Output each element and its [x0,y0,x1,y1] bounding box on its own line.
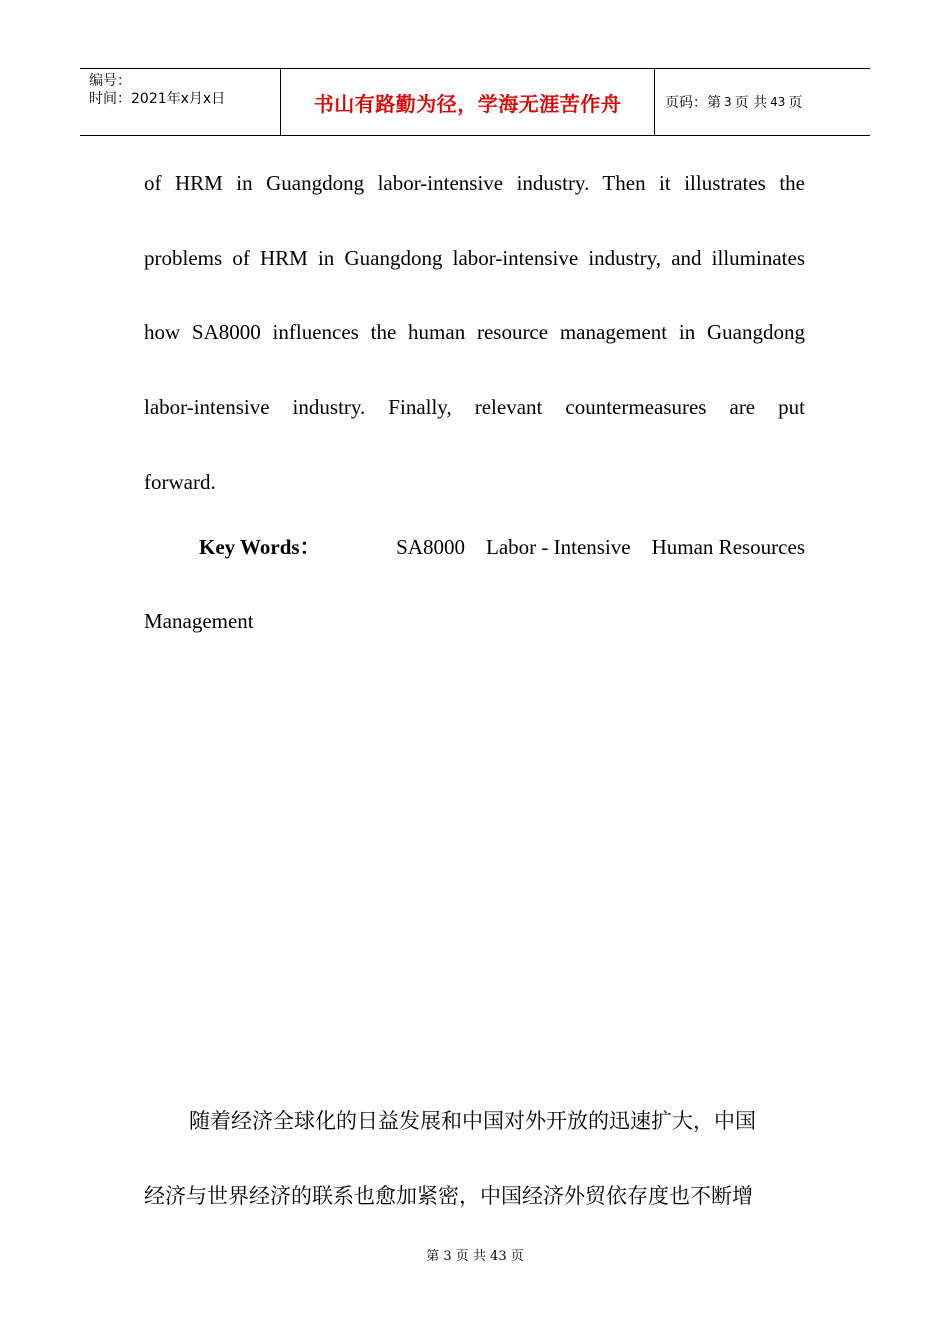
header-page-info [655,69,870,135]
keywords-line-1 [144,510,805,584]
header-motto-cell [281,69,655,135]
abstract-line: forward. [144,469,216,494]
chinese-line-1: 随着经济全球化的日益发展和中国对外开放的迅速扩大，中国 [189,1109,756,1133]
keywords [144,510,805,658]
keywords-label: Key Words： [199,535,321,559]
chinese-paragraph [144,1084,805,1234]
page-suffix: 页 [788,95,803,111]
abstract-line: labor-intensive industry. Finally, relevant countermeasures are put [144,395,805,420]
chinese-line-2: 经济与世界经济的联系也愈加紧密，中国经济外贸依存度也不断增 [144,1184,753,1208]
number-label: 编号： [89,73,131,89]
page-prefix: 页码：第 [665,95,721,111]
header-meta [80,69,281,135]
page-current: 3 [724,95,732,109]
page-footer: 第 3 页 共 43 页 [426,1249,524,1264]
page-total: 43 [770,95,786,109]
time-label: 时间：2021年x月x日 [89,91,226,107]
page-mid: 页 共 [734,95,768,111]
abstract-line: how SA8000 influences the human resource management in Guangdong [144,320,805,345]
keywords-values: SA8000 Labor - Intensive Human Resources [396,535,805,559]
page-header [80,68,870,136]
abstract-line: problems of HRM in Guangdong labor-intensive industry, and illuminates [144,245,805,270]
keywords-line-2: Management [144,609,254,633]
abstract-paragraph [144,146,805,520]
header-motto: 书山有路勤为径，学海无涯苦作舟 [313,91,622,116]
abstract-line: of HRM in Guangdong labor-intensive industry. Then it illustrates the [144,171,805,195]
